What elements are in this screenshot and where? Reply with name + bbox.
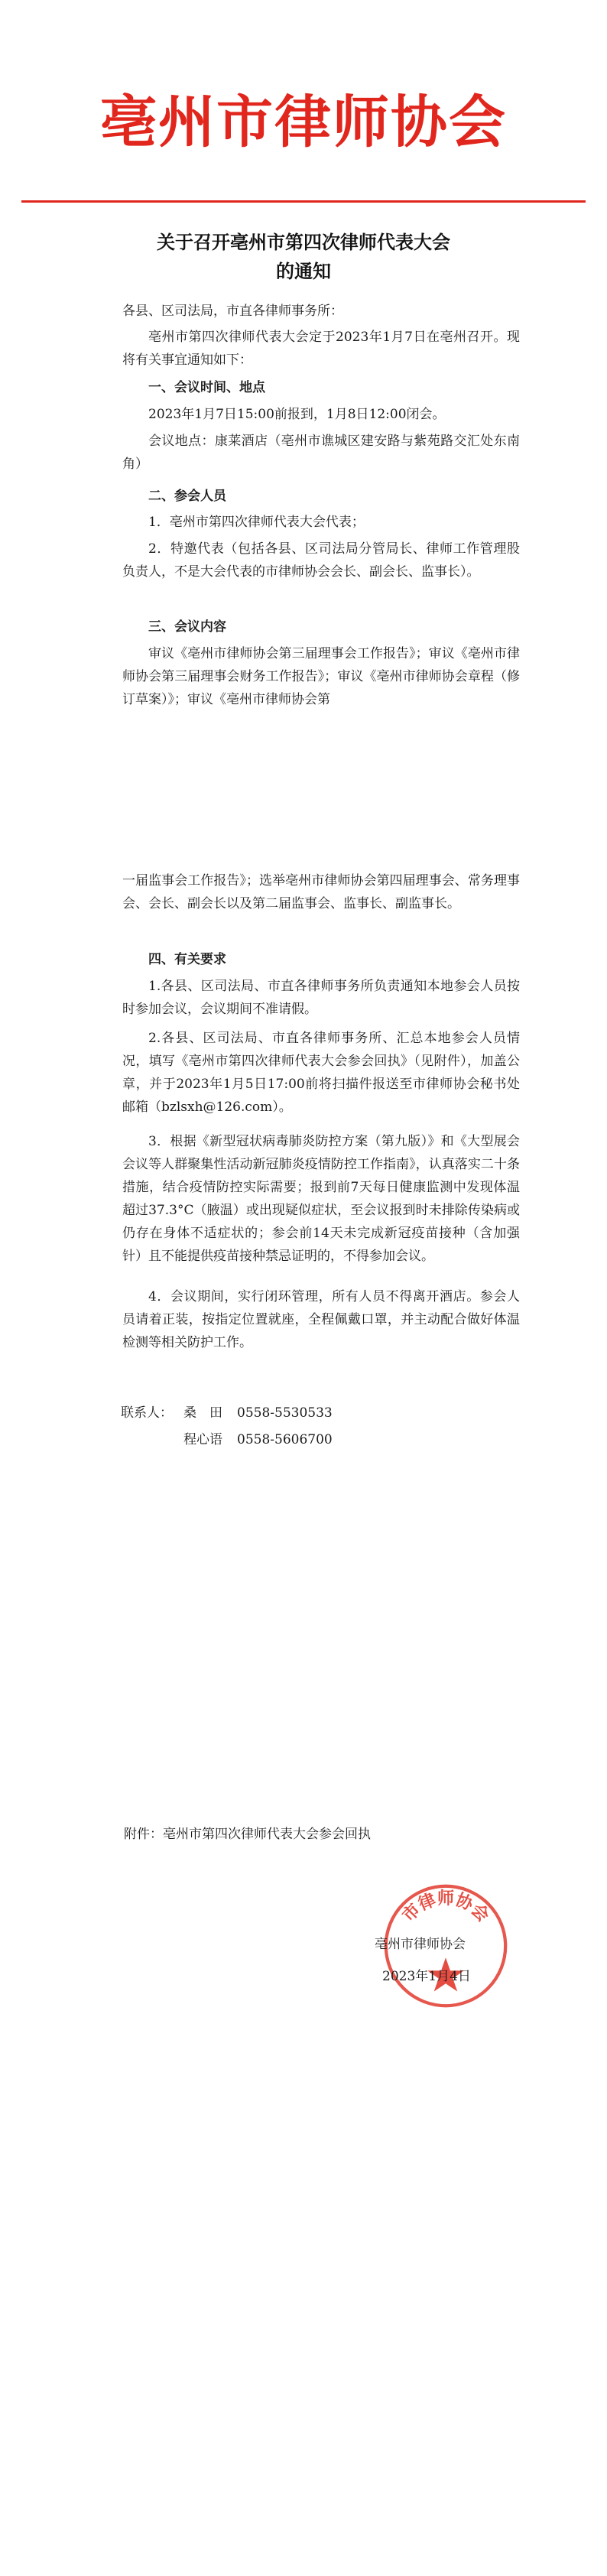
meeting-time: 2023年1月7日15:00前报到，1月8日12:00闭会。: [148, 407, 446, 422]
attachment-note: 附件：亳州市第四次律师代表大会参会回执: [124, 1827, 371, 1842]
contact-phone-2: 0558-5606700: [237, 1432, 333, 1447]
seal-text: 市律师协会: [398, 1888, 493, 1926]
requirement-3: 3．根据《新型冠状病毒肺炎防控方案（第九版）》和《大型展会会议等人群聚集性活动新冠肺炎疫情防控工作指南》，认真落实二十条措施，结合疫情防控实际需要；报到前7天每日健康监测中发现体温超过37.3°C（腋温）或出现疑似症状，至会议报到时未排除传染病或仍存在身体不适症状的；参会前14天未完成新冠疫苗接种（含加强针）且不能提供疫苗接种禁忌证明的，不得参加会议。: [122, 1134, 520, 1264]
signature-org: 亳州市律师协会: [375, 1937, 466, 1952]
contact-name-2: 程心语: [183, 1432, 222, 1447]
requirement-4: 4．会议期间，实行闭环管理，所有人员不得离开酒店。参会人员请着正装，按指定位置就座，全程佩戴口罩，并主动配合做好体温检测等相关防护工作。: [122, 1289, 520, 1350]
agenda-paragraph-part-1: 审议《亳州市律师协会第三届理事会工作报告》；审议《亳州市律师协会第三届理事会财务工作报告》；审议《亳州市律师协会章程（修订草案）》；审议《亳州市律师协会第: [122, 646, 520, 707]
attendees-item-2: 2．特邀代表（包括各县、区司法局分管局长、律师工作管理股负责人，不是大会代表的市律师协会会长、副会长、监事长）。: [122, 541, 520, 580]
section-1-heading: 一、会议时间、地点: [148, 380, 265, 395]
contact-label: 联系人：: [121, 1405, 173, 1421]
letterhead-red-rule: [21, 200, 586, 203]
section-3-heading: 三、会议内容: [148, 619, 226, 635]
requirement-2: 2.各县、区司法局、市直各律师事务所、汇总本地参会人员情况，填写《亳州市第四次律师代表大会参会回执》（见附件），加盖公章，并于2023年1月5日17:00前将扫描件报送至市律师协会秘书处邮箱（bzlsxh@126.com）。: [122, 1031, 520, 1115]
requirement-1: 1.各县、区司法局、市直各律师事务所负责通知本地参会人员按时参加会议，会议期间不准请假。: [122, 979, 520, 1017]
section-2-heading: 二、参会人员: [148, 489, 226, 504]
document-title-line-1: 关于召开亳州市第四次律师代表大会: [157, 232, 450, 253]
salutation: 各县、区司法局，市直各律师事务所：: [122, 304, 343, 319]
meeting-place: 会议地点：康莱酒店（亳州市谯城区建安路与紫苑路交汇处东南角）: [122, 434, 520, 472]
contact-name-1: 桑 田: [183, 1405, 222, 1421]
document-title-line-2: 的通知: [276, 261, 331, 282]
attendees-item-1: 1．亳州市第四次律师代表大会代表；: [148, 515, 365, 530]
signature-date: 2023年1月4日: [382, 1969, 471, 1984]
contact-phone-1: 0558-5530533: [237, 1405, 333, 1421]
section-4-heading: 四、有关要求: [148, 952, 226, 967]
org-letterhead-title: 亳州市律师协会: [100, 89, 507, 155]
intro-paragraph: 亳州市第四次律师代表大会定于2023年1月7日在亳州召开。现将有关事宜通知如下：: [122, 330, 520, 368]
document-title: [0, 228, 607, 286]
agenda-paragraph-part-2: 一届监事会工作报告》；选举亳州市律师协会第四届理事会、常务理事会、会长、副会长以及第二届监事会、监事长、副监事长。: [122, 873, 520, 911]
svg-text:市律师协会: [398, 1889, 493, 1926]
